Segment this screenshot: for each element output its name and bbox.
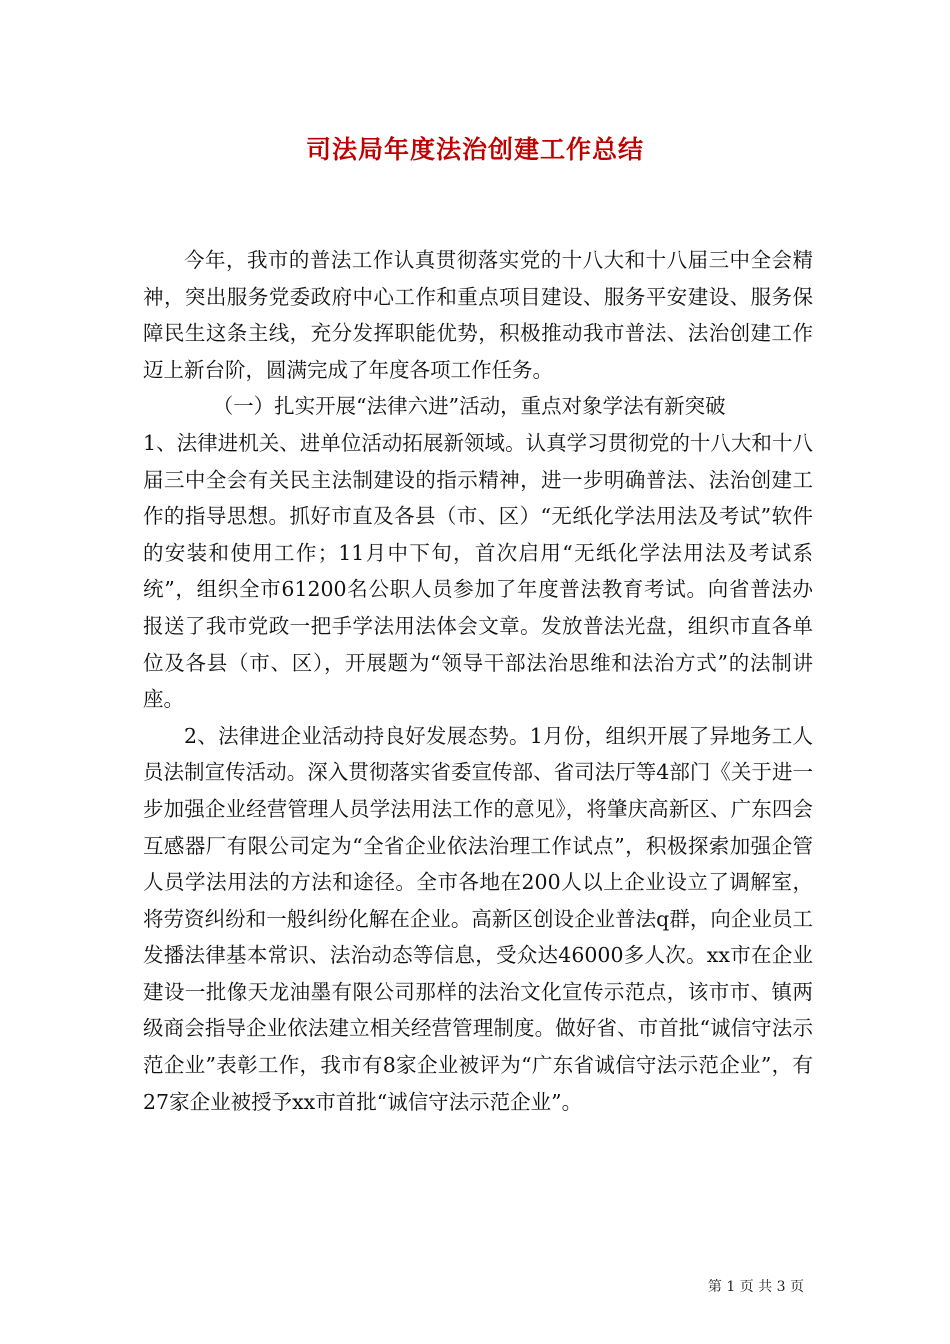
- paragraph-item-1: 1、法律进机关、进单位活动拓展新领域。认真学习贯彻党的十八大和十八届三中全会有关民主法制建设的指示精神，进一步明确普法、法治创建工作的指导思想。抓好市直及各县（市、区）“无纸化学法用法及考试”软件的安装和使用工作；11月中下旬，首次启用“无纸化学法用法及考试系统”，组织全市61200名公职人员参加了年度普法教育考试。向省普法办报送了我市党政一把手学法用法体会文章。发放普法光盘，组织市直各单位及各县（市、区），开展题为“领导干部法治思维和法治方式”的法制讲座。: [143, 430, 813, 712]
- page-number-footer: 第 1 页 共 3 页: [707, 1279, 804, 1295]
- paragraph-item-2: 2、法律进企业活动持良好发展态势。1月份，组织开展了异地务工人员法制宣传活动。深入贯彻落实省委宣传部、省司法厅等4部门《关于进一步加强企业经营管理人员学法用法工作的意见》，将肇庆高新区、广东四会互感器厂有限公司定为“全省企业依法治理工作试点”，积极探索加强企管人员学法用法的方法和途径。全市各地在200人以上企业设立了调解室，将劳资纠纷和一般纠纷化解在企业。高新区创设企业普法q群，向企业员工发播法律基本常识、法治动态等信息，受众达46000多人次。xx市在企业建设一批像天龙油墨有限公司那样的法治文化宣传示范点，该市市、镇两级商会指导企业依法建立相关经营管理制度。做好省、市首批“诚信守法示范企业”表彰工作，我市有8家企业被评为“广东省诚信守法示范企业”，有27家企业被授予xx市首批“诚信守法示范企业”。: [143, 723, 813, 1114]
- document-title: 司法局年度法治创建工作总结: [305, 135, 644, 164]
- paragraph-intro: 今年，我市的普法工作认真贯彻落实党的十八大和十八届三中全会精神，突出服务党委政府中心工作和重点项目建设、服务平安建设、服务保障民生这条主线，充分发挥职能优势，积极推动我市普法、法治创建工作迈上新台阶，圆满完成了年度各项工作任务。: [143, 248, 813, 382]
- section-heading-1: （一）扎实开展“法律六进”活动，重点对象学法有新突破: [212, 394, 726, 419]
- document-body: [143, 242, 813, 1120]
